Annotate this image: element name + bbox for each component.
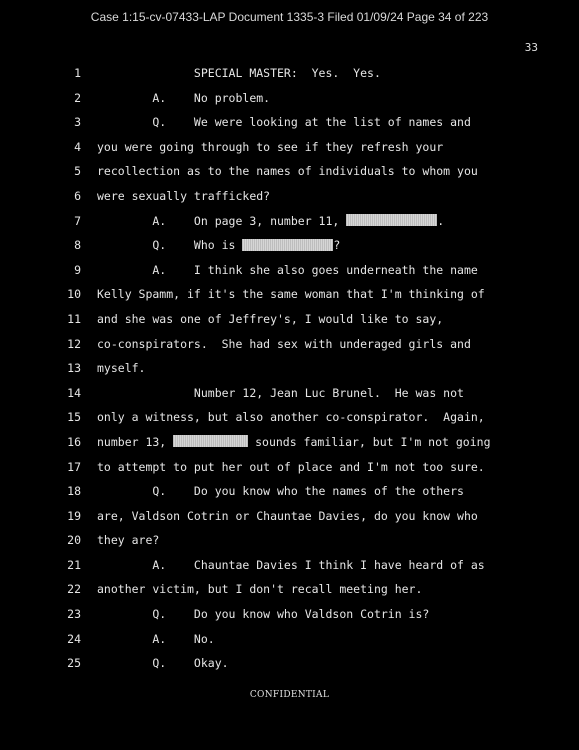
line-number: 12 (67, 336, 81, 351)
line-text: A. No problem. (97, 90, 271, 105)
transcript-line (0, 135, 579, 160)
line-number: 19 (67, 508, 81, 523)
transcript-line (0, 381, 579, 406)
line-text: Q. Do you know who the names of the others (97, 484, 464, 499)
line-number: 17 (67, 459, 81, 474)
line-number: 2 (74, 90, 81, 105)
line-number: 18 (67, 484, 81, 499)
transcript-line (0, 455, 579, 480)
line-number: 8 (74, 238, 81, 253)
line-text: number 13, sounds familiar, but I'm not going (97, 434, 491, 449)
line-text: they are? (97, 533, 160, 548)
line-number: 10 (67, 287, 81, 302)
line-number: 21 (67, 557, 81, 572)
confidential-footer: CONFIDENTIAL (249, 690, 330, 700)
line-text: Kelly Spamm, if it's the same woman that I'm thinking of (97, 287, 485, 302)
transcript-line (0, 159, 579, 184)
line-number: 14 (67, 385, 81, 400)
transcript-line (0, 430, 579, 455)
transcript-line (0, 282, 579, 307)
transcript-line (0, 405, 579, 430)
line-text: another victim, but I don't recall meeting her. (97, 582, 423, 597)
case-header: Case 1:15-cv-07433-LAP Document 1335-3 Filed 01/09/24 Page 34 of 223 (90, 10, 489, 24)
transcript-line (0, 258, 579, 283)
transcript-line (0, 528, 579, 553)
line-text: A. I think she also goes underneath the name (97, 262, 478, 277)
line-text: Q. We were looking at the list of names and (97, 115, 471, 130)
line-text: A. No. (97, 631, 215, 646)
line-number: 20 (67, 533, 81, 548)
transcript-body (0, 61, 579, 676)
redaction-box (346, 214, 437, 226)
line-text: to attempt to put her out of place and I'm not too sure. (97, 459, 485, 474)
line-text: you were going through to see if they refresh your (97, 139, 444, 154)
line-number: 4 (74, 139, 81, 154)
line-number: 6 (74, 188, 81, 203)
line-text: Q. Who is ? (97, 238, 341, 253)
line-text: were sexually trafficked? (97, 188, 271, 203)
line-number: 11 (67, 311, 81, 326)
line-text: Q. Do you know who Valdson Cotrin is? (97, 607, 430, 622)
transcript-line (0, 110, 579, 135)
line-number: 16 (67, 434, 81, 449)
transcript-line (0, 651, 579, 676)
line-text: Number 12, Jean Luc Brunel. He was not (97, 385, 464, 400)
line-text: and she was one of Jeffrey's, I would like to say, (97, 311, 444, 326)
transcript-line (0, 332, 579, 357)
transcript-line (0, 209, 579, 234)
line-number: 5 (74, 164, 81, 179)
transcript-line (0, 184, 579, 209)
line-text: A. On page 3, number 11, . (97, 213, 445, 228)
line-number: 13 (67, 361, 81, 376)
line-number: 7 (74, 213, 81, 228)
line-number: 9 (74, 262, 81, 277)
line-text: Q. Okay. (97, 656, 229, 671)
redaction-box (173, 435, 248, 447)
line-text: recollection as to the names of individuals to whom you (97, 164, 478, 179)
line-number: 22 (67, 582, 81, 597)
line-text: A. Chauntae Davies I think I have heard of as (97, 557, 485, 572)
transcript-line (0, 602, 579, 627)
transcript-line (0, 504, 579, 529)
redaction-box (242, 239, 333, 251)
transcript-line (0, 479, 579, 504)
transcript-line (0, 553, 579, 578)
transcript-line (0, 627, 579, 652)
transcript-line (0, 86, 579, 111)
line-text: SPECIAL MASTER: Yes. Yes. (97, 66, 381, 80)
line-number: 25 (67, 656, 81, 671)
line-number: 3 (74, 115, 81, 130)
line-text: only a witness, but also another co-conspirator. Again, (97, 410, 485, 425)
line-text: myself. (97, 361, 146, 376)
line-text: co-conspirators. She had sex with underaged girls and (97, 336, 471, 351)
line-number: 23 (67, 607, 81, 622)
transcript-line (0, 307, 579, 332)
line-number: 15 (67, 410, 81, 425)
transcript-page-number: 33 (524, 41, 538, 54)
line-number: 24 (67, 631, 81, 646)
transcript-line (0, 233, 579, 258)
transcript-line (0, 356, 579, 381)
line-number: 1 (74, 66, 81, 80)
transcript-line (0, 61, 579, 86)
transcript-line (0, 577, 579, 602)
line-text: are, Valdson Cotrin or Chauntae Davies, do you know who (97, 508, 478, 523)
